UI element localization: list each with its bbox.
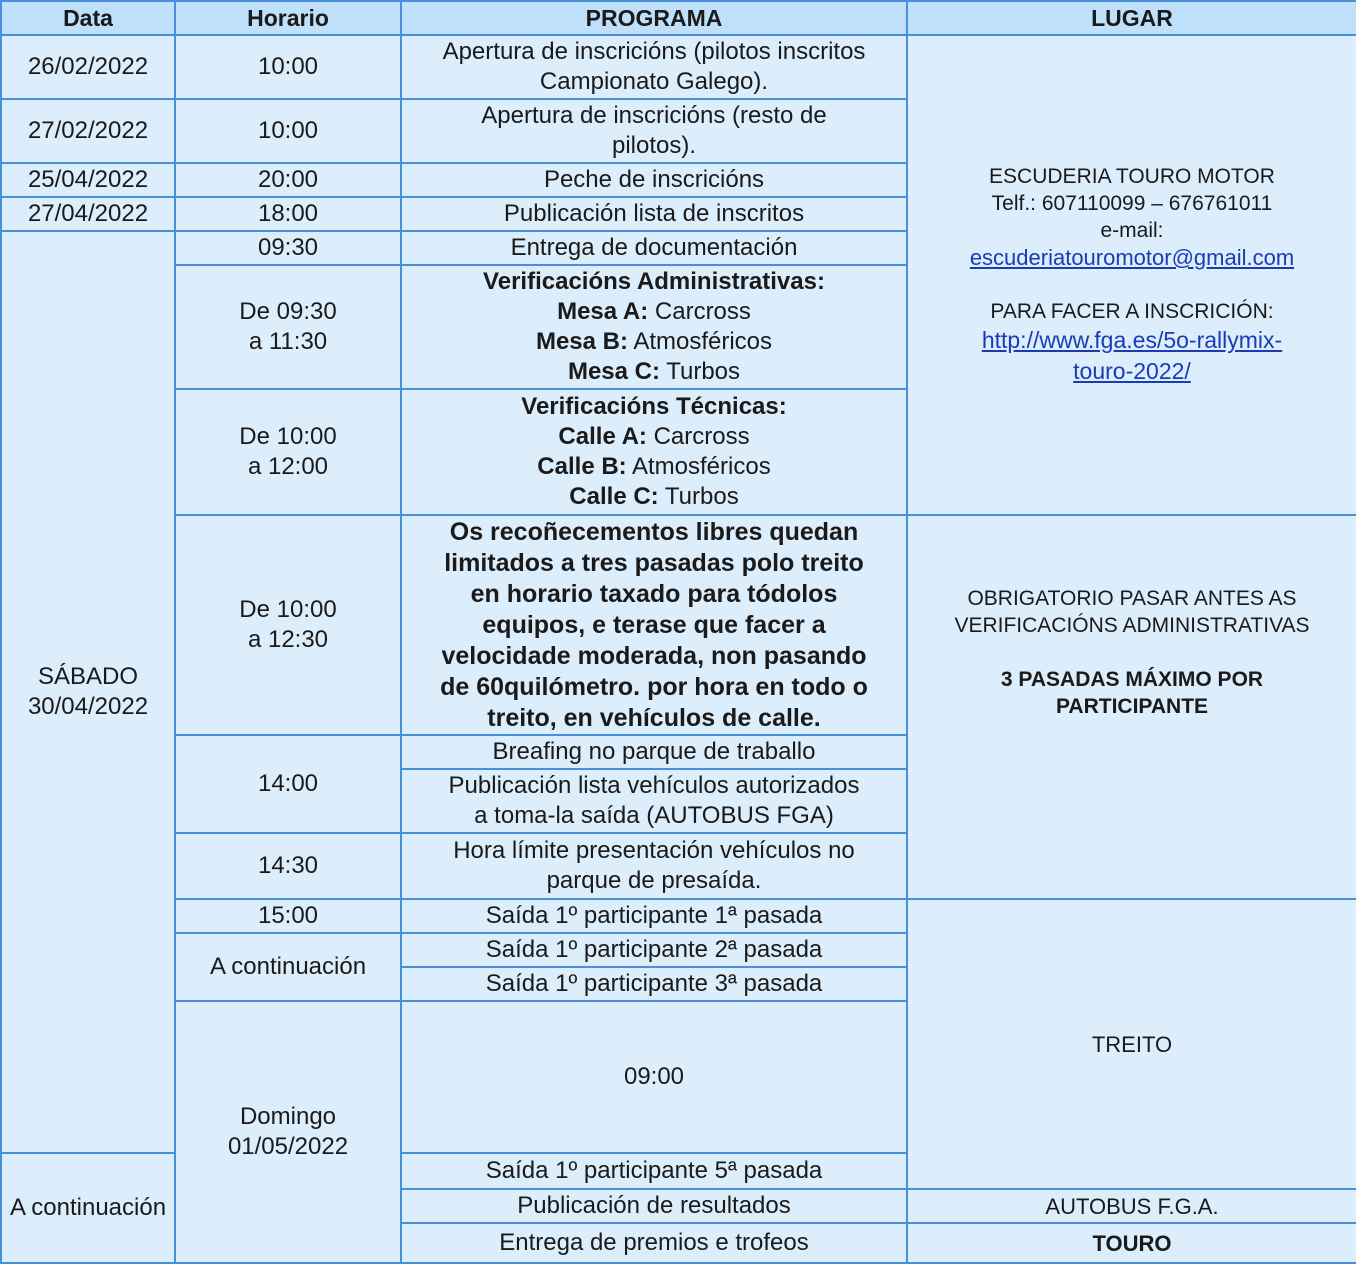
header-data: Data — [1, 1, 175, 35]
program-cell — [401, 265, 907, 389]
time-line: De 10:00 — [239, 423, 337, 450]
time-line: a 12:00 — [247, 453, 329, 480]
mesa-c-label: Mesa C: — [567, 358, 660, 385]
header-lugar: LUGAR — [907, 1, 1356, 35]
program-cell — [401, 99, 907, 163]
domingo-day: Domingo — [239, 1103, 337, 1130]
time-cell: 14:00 — [175, 735, 401, 833]
recon-line: velocidade moderada, non pasando — [441, 641, 867, 670]
time-line: a 12:30 — [247, 626, 329, 653]
escuderia-phone: Telf.: 607110099 – 676761011 — [991, 192, 1273, 215]
time-cell: A continuación — [1, 1153, 175, 1263]
program-cell — [401, 833, 907, 899]
recon-line: equipos, e terase que facer a — [482, 610, 826, 639]
inscricion-label: PARA FACER A INSCRICIÓN: — [990, 300, 1274, 323]
header-horario: Horario — [175, 1, 401, 35]
date-cell-domingo — [175, 1001, 401, 1263]
program-cell: Entrega de premios e trofeos — [401, 1223, 907, 1263]
date-cell: 25/04/2022 — [1, 163, 175, 197]
program-line: Publicación lista vehículos autorizados — [448, 772, 860, 799]
time-cell: 09:30 — [175, 231, 401, 265]
program-cell: Publicación lista de inscritos — [401, 197, 907, 231]
recon-line: limitados a tres pasadas polo treito — [444, 548, 864, 577]
program-cell: Saída 1º participante 3ª pasada — [401, 967, 907, 1001]
lugar-obrigatorio-cell — [907, 515, 1356, 899]
program-cell — [401, 769, 907, 833]
calle-b-label: Calle B: — [537, 453, 627, 480]
calle-a-label: Calle A: — [558, 423, 647, 450]
time-cell: 09:00 — [401, 1001, 907, 1153]
table-row — [1, 515, 1356, 735]
program-cell: Peche de inscricións — [401, 163, 907, 197]
sabado-date: 30/04/2022 — [27, 693, 149, 720]
program-cell: Breafing no parque de traballo — [401, 735, 907, 769]
obrigatorio-line: OBRIGATORIO PASAR ANTES AS — [967, 586, 1297, 610]
date-cell: 27/04/2022 — [1, 197, 175, 231]
program-cell: Saída 1º participante 2ª pasada — [401, 933, 907, 967]
calle-c-label: Calle C: — [569, 483, 659, 510]
verif-tecnicas-title: Verificacións Técnicas: — [521, 393, 787, 420]
calle-c-value: Turbos — [664, 483, 739, 510]
pasadas-max-line: 3 PASADAS MÁXIMO POR — [1000, 667, 1264, 691]
program-line: Campionato Galego). — [539, 68, 769, 95]
time-cell — [175, 265, 401, 389]
time-cell: 10:00 — [175, 35, 401, 99]
mesa-a-label: Mesa A: — [557, 298, 649, 325]
time-line: a 11:30 — [248, 328, 328, 355]
recon-line: en horario taxado para tódolos — [470, 579, 838, 608]
time-cell: 10:00 — [175, 99, 401, 163]
date-cell: 26/02/2022 — [1, 35, 175, 99]
escuderia-email-label: e-mail: — [1100, 219, 1164, 242]
program-line: parque de presaída. — [546, 867, 762, 894]
time-line: De 10:00 — [239, 596, 337, 623]
pasadas-max-line: PARTICIPANTE — [1055, 694, 1209, 718]
time-cell — [175, 389, 401, 515]
lugar-treito-cell: TREITO — [907, 899, 1356, 1189]
escuderia-name: ESCUDERIA TOURO MOTOR — [989, 165, 1275, 188]
program-cell — [401, 35, 907, 99]
header-programa: PROGRAMA — [401, 1, 907, 35]
program-line: a toma-la saída (AUTOBUS FGA) — [474, 802, 834, 829]
program-line: Hora límite presentación vehículos no — [453, 837, 855, 864]
time-cell — [175, 515, 401, 735]
time-cell: 14:30 — [175, 833, 401, 899]
recon-line: de 60quilómetro. por hora en todo o — [440, 672, 868, 701]
inscricion-link-cont[interactable]: touro-2022/ — [1073, 358, 1191, 384]
recon-line: Os recoñecementos libres quedan — [449, 517, 859, 546]
mesa-a-value: Carcross — [654, 298, 751, 325]
escuderia-email-link[interactable]: escuderiatouromotor@gmail.com — [969, 245, 1295, 270]
obrigatorio-line: VERIFICACIÓNS ADMINISTRATIVAS — [954, 613, 1310, 637]
date-cell: 27/02/2022 — [1, 99, 175, 163]
program-cell-reconocimientos — [401, 515, 907, 735]
lugar-escuderia-cell — [907, 35, 1356, 515]
mesa-c-value: Turbos — [666, 358, 741, 385]
program-cell: Saída 1º participante 5ª pasada — [401, 1153, 907, 1189]
inscricion-link[interactable]: http://www.fga.es/5o-rallymix- — [981, 327, 1283, 353]
time-cell: A continuación — [175, 933, 401, 1001]
program-line: Apertura de inscricións (resto de — [481, 102, 827, 129]
verif-admin-title: Verificacións Administrativas: — [483, 268, 825, 295]
sabado-day: SÁBADO — [37, 663, 139, 690]
date-cell-sabado — [1, 231, 175, 1153]
mesa-b-label: Mesa B: — [535, 328, 628, 355]
program-cell: Saída 1º participante 1ª pasada — [401, 899, 907, 933]
recon-line: treito, en vehículos de calle. — [487, 703, 821, 732]
program-line: pilotos). — [611, 132, 697, 159]
time-cell: 18:00 — [175, 197, 401, 231]
program-cell: Publicación de resultados — [401, 1189, 907, 1223]
calle-b-value: Atmosféricos — [632, 453, 771, 480]
time-cell: 20:00 — [175, 163, 401, 197]
domingo-date: 01/05/2022 — [227, 1133, 349, 1160]
mesa-b-value: Atmosféricos — [633, 328, 773, 355]
lugar-cell: AUTOBUS F.G.A. — [907, 1189, 1356, 1223]
program-cell: Entrega de documentación — [401, 231, 907, 265]
lugar-cell: TOURO — [907, 1223, 1356, 1263]
time-cell: 15:00 — [175, 899, 401, 933]
program-line: Apertura de inscricións (pilotos inscritos — [442, 38, 866, 65]
program-cell — [401, 389, 907, 515]
time-line: De 09:30 — [239, 298, 337, 325]
table-row — [1, 35, 1356, 99]
table-row — [1, 899, 1356, 933]
calle-a-value: Carcross — [653, 423, 750, 450]
